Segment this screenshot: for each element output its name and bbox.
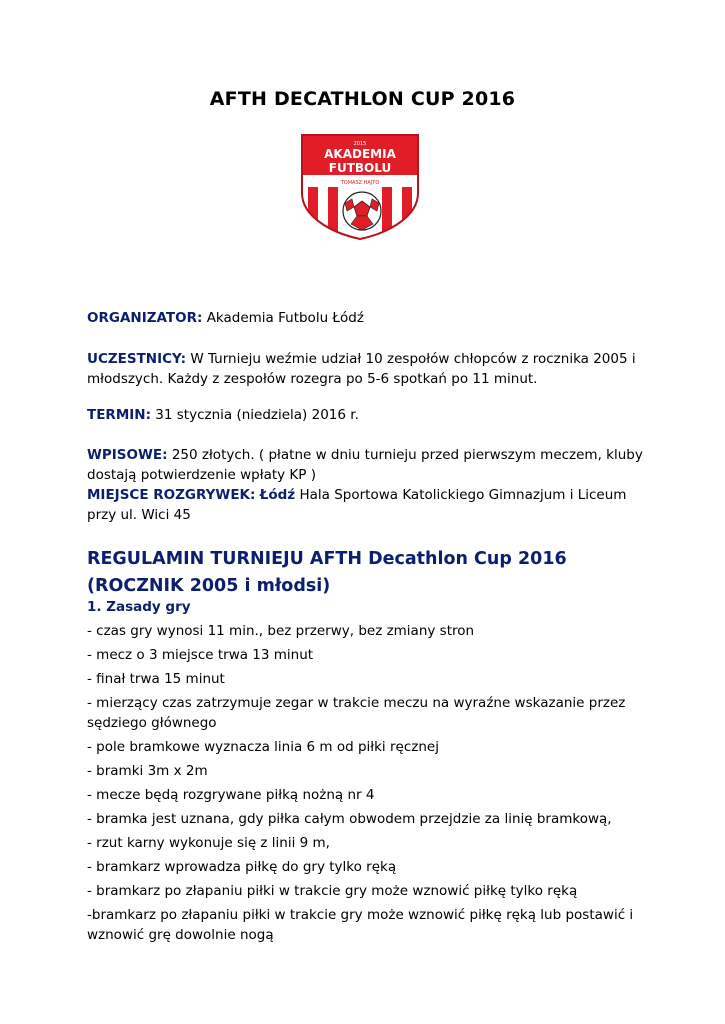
- fee-line1: 250 złotych. ( płatne w dniu turnieju przed pierwszym meczem, kluby: [171, 447, 643, 463]
- fee-line2: dostają potwierdzenie wpłaty KP ): [87, 467, 316, 483]
- organizer-value: Akademia Futbolu Łódź: [206, 310, 364, 326]
- participants-section: [87, 349, 647, 389]
- participants-line1: W Turnieju weźmie udział 10 zespołów chłopców z rocznika 2005 i: [190, 351, 636, 367]
- organizer-label: ORGANIZATOR:: [87, 310, 203, 326]
- list-item: - mierzący czas zatrzymuje zegar w trakcie meczu na wyraźne wskazanie przez sędziego głównego: [87, 695, 626, 731]
- venue-label: MIEJSCE ROZGRYWEK:: [87, 487, 256, 503]
- logo-year: 2015: [353, 141, 367, 147]
- venue-line1: Hala Sportowa Katolickiego Gimnazjum i Liceum: [299, 487, 627, 503]
- fee-section: [87, 445, 647, 485]
- football-icon: [343, 192, 381, 230]
- venue-city: Łódź: [259, 487, 296, 503]
- logo-subtitle: TOMASZ HAJTO: [340, 180, 380, 186]
- document-title: AFTH DECATHLON CUP 2016: [209, 88, 516, 110]
- list-item: - czas gry wynosi 11 min., bez przerwy, bez zmiany stron: [87, 623, 475, 639]
- list-item: - bramki 3m x 2m: [87, 763, 208, 779]
- list-item: - pole bramkowe wyznacza linia 6 m od piłki ręcznej: [87, 739, 439, 755]
- list-item: - rzut karny wykonuje się z linii 9 m,: [87, 835, 330, 851]
- list-item: - bramkarz po złapaniu piłki w trakcie gry może wznowić piłkę tylko ręką: [87, 883, 578, 899]
- organizer-section: [87, 308, 647, 328]
- date-label: TERMIN:: [87, 407, 151, 423]
- participants-label: UCZESTNICY:: [87, 351, 187, 367]
- venue-line2: przy ul. Wici 45: [87, 507, 191, 523]
- date-value: 31 stycznia (niedziela) 2016 r.: [155, 407, 359, 423]
- date-section: [87, 405, 647, 425]
- list-item: - mecze będą rozgrywane piłką nożną nr 4: [87, 787, 375, 803]
- list-item: -bramkarz po złapaniu piłki w trakcie gry może wznowić piłkę ręką lub postawić i wznowić grę dowolnie nogą: [87, 907, 634, 943]
- venue-section: [87, 485, 647, 525]
- list-item: - mecz o 3 miejsce trwa 13 minut: [87, 647, 314, 663]
- logo-line2: FUTBOLU: [328, 161, 392, 175]
- list-item: - bramkarz wprowadza piłkę do gry tylko ręką: [87, 859, 397, 875]
- regulations-title: [87, 546, 647, 600]
- fee-label: WPISOWE:: [87, 447, 168, 463]
- participants-line2: młodszych. Każdy z zespołów rozegra po 5-6 spotkań po 11 minut.: [87, 371, 538, 387]
- rules-list: [87, 621, 647, 945]
- list-item: - finał trwa 15 minut: [87, 671, 225, 687]
- akademia-futbolu-logo: [296, 131, 424, 241]
- logo-line1: AKADEMIA: [324, 147, 396, 161]
- regulations-title-line1: REGULAMIN TURNIEJU AFTH Decathlon Cup 2016: [87, 549, 567, 569]
- section-title-rules: 1. Zasady gry: [87, 599, 191, 615]
- regulations-title-line2: (ROCZNIK 2005 i młodsi): [87, 576, 331, 596]
- list-item: - bramka jest uznana, gdy piłka całym obwodem przejdzie za linię bramkową,: [87, 811, 612, 827]
